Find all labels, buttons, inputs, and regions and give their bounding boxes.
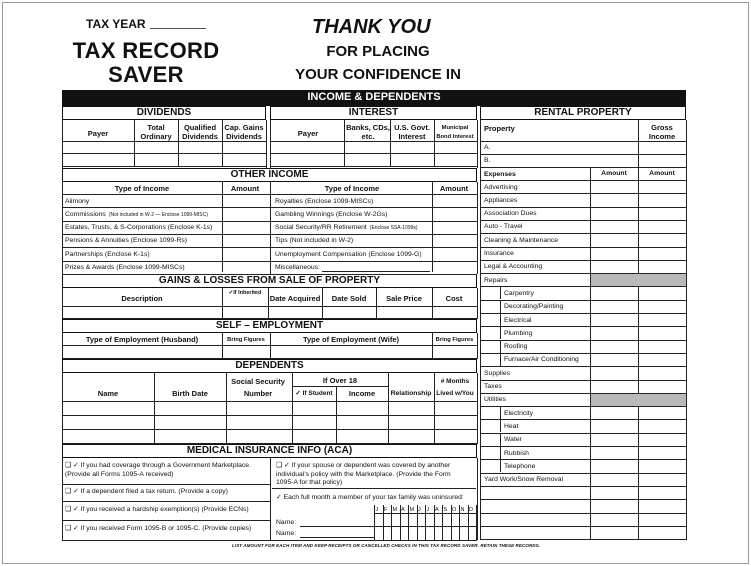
gains-title: GAINS & LOSSES FROM SALE OF PROPERTY	[62, 274, 477, 288]
other-income-label	[275, 223, 418, 233]
div-col-qualified: Qualified Dividends	[182, 123, 218, 141]
other-income-row-line	[62, 207, 477, 208]
other-income-title: OTHER INCOME	[62, 168, 477, 182]
column-rule	[222, 120, 223, 166]
expense-label: Telephone	[504, 462, 536, 470]
column-rule	[376, 288, 377, 319]
footer-note: LIST AMOUNT FOR EACH ITEM AND KEEP RECEIPTS OR CANCELLED CHECKS IN THIS TAX RECORD SAVER. RETAIN THESE RECORDS.	[232, 543, 541, 548]
column-rule	[638, 120, 639, 540]
medical-name-label-2: Name:	[276, 530, 297, 537]
column-rule	[270, 120, 271, 168]
medical-left-line: ❑ ✓ If you received Form 1095-B or 1095-C. (Provide copies)	[65, 525, 252, 532]
oi-left-amount-header: Amount	[230, 184, 260, 193]
expense-label: Cleaning & Maintenance	[484, 236, 559, 244]
rental-property-b: B.	[484, 157, 491, 164]
expense-label: Association Dues	[484, 210, 537, 218]
column-rule	[270, 458, 271, 540]
rule-line	[270, 166, 477, 167]
column-rule	[266, 120, 267, 168]
expense-label: Utilities	[484, 396, 506, 404]
other-income-row-line	[62, 234, 477, 235]
month-header: J	[426, 507, 430, 513]
int-col-payer: Payer	[297, 129, 319, 138]
rental-expenses-header: Expenses	[484, 171, 516, 178]
other-income-label	[65, 263, 185, 272]
expense-row-line	[480, 526, 686, 527]
other-income-label	[65, 210, 208, 220]
column-rule	[222, 182, 223, 272]
indent-rule	[500, 406, 501, 419]
month-header: J	[375, 507, 379, 513]
expense-label: Appliances	[484, 196, 518, 204]
gains-col-price: Sale Price	[386, 294, 422, 303]
expense-row-line	[480, 233, 686, 234]
int-col-municipal: Municipal Bond Interest	[436, 125, 474, 140]
other-income-label	[275, 236, 353, 245]
rule-line	[480, 141, 686, 142]
income-type-text: Partnerships (Enclose K-1s)	[65, 250, 150, 258]
expense-row-line	[480, 486, 686, 487]
dividends-title: DIVIDENDS	[62, 106, 266, 120]
dependents-title: DEPENDENTS	[62, 359, 477, 373]
oi-left-type-header: Type of Income	[114, 184, 170, 193]
rule-line	[270, 141, 477, 142]
column-rule	[390, 120, 391, 166]
name-line	[300, 537, 374, 538]
self-employment-title: SELF – EMPLOYMENT	[62, 319, 477, 333]
expense-row-line	[480, 366, 686, 367]
month-header: A	[401, 507, 405, 513]
indent-rule	[500, 419, 501, 432]
other-income-label	[275, 263, 320, 272]
column-rule	[62, 120, 63, 168]
dep-col-ss1: Social Security	[231, 377, 285, 386]
tax-year-label: TAX YEAR	[86, 17, 146, 31]
rule-line	[62, 194, 477, 195]
rule-line	[62, 306, 477, 307]
expense-row-line	[480, 326, 686, 327]
column-rule	[344, 120, 345, 166]
rule-line	[62, 153, 266, 154]
expense-label: Decorating/Painting	[504, 303, 564, 311]
dep-col-months2: Lived w/You	[436, 390, 474, 397]
month-grid-line	[374, 513, 476, 514]
rental-property-a: A.	[484, 144, 491, 151]
dep-col-name: Name	[97, 389, 119, 398]
column-rule	[477, 458, 478, 540]
shaded-cell	[591, 274, 686, 286]
column-rule	[292, 373, 293, 444]
column-rule	[226, 373, 227, 444]
rule-line	[62, 166, 266, 167]
month-header: A	[435, 507, 439, 513]
rule-line	[62, 141, 266, 142]
column-rule	[432, 288, 433, 319]
other-income-label	[65, 197, 89, 206]
income-type-text: Unemployment Compensation (Enclose 1099-G)	[275, 250, 422, 258]
int-col-banks: Banks, CDs, etc.	[346, 123, 390, 141]
expense-row-line	[480, 207, 686, 208]
thank-you-heading: THANK YOU	[312, 16, 431, 38]
expense-label: Repairs	[484, 276, 508, 284]
column-rule	[62, 458, 63, 540]
income-type-text: Social Security/RR Retirement	[275, 224, 367, 232]
month-header: F	[384, 507, 388, 513]
column-rule	[62, 373, 63, 444]
div-col-capgains: Cap. Gains Dividends	[224, 123, 264, 141]
rental-property-header: Property	[484, 124, 515, 133]
column-rule	[432, 182, 433, 272]
div-col-payer: Payer	[87, 129, 109, 138]
month-header: N	[460, 507, 465, 513]
rule-line	[270, 153, 477, 154]
other-income-label	[275, 210, 387, 219]
other-income-row-line	[62, 221, 477, 222]
column-rule	[477, 182, 478, 274]
rule-line	[480, 180, 686, 181]
other-income-label	[275, 250, 422, 259]
expense-label: Plumbing	[504, 329, 533, 337]
income-type-text: Gambling Winnings (Enclose W-2Gs)	[275, 210, 388, 218]
indent-rule	[500, 326, 501, 339]
oi-right-amount-header: Amount	[439, 184, 469, 193]
medical-name-label-1: Name:	[276, 519, 297, 526]
expense-row-line	[480, 539, 686, 540]
oi-right-type-header: Type of Income	[324, 184, 380, 193]
income-type-text: Tips (Not included in W-2)	[275, 237, 354, 245]
expense-row-line	[480, 286, 686, 287]
expense-row-line	[480, 260, 686, 261]
month-grid-line	[374, 526, 476, 527]
misc-blank-line	[322, 271, 430, 272]
div-col-total: Total Ordinary	[140, 123, 172, 141]
rule-line	[480, 154, 686, 155]
expense-row-line	[480, 433, 686, 434]
income-type-text: Prizes & Awards (Enclose 1099-MISCs)	[65, 264, 185, 271]
other-income-label	[65, 236, 187, 245]
rule-line	[62, 540, 477, 541]
income-type-note: (Enclose SSA-1099s)	[369, 225, 418, 232]
column-rule	[477, 373, 478, 444]
column-rule	[434, 120, 435, 166]
column-rule	[686, 120, 687, 540]
expense-label: Auto - Travel	[484, 223, 523, 231]
month-header: O	[452, 507, 457, 513]
column-rule	[62, 333, 63, 359]
rule-line	[480, 167, 686, 168]
rule-line	[62, 501, 270, 502]
indent-rule	[500, 446, 501, 459]
column-rule	[480, 120, 481, 540]
medical-title: MEDICAL INSURANCE INFO (ACA)	[62, 444, 477, 458]
medical-left-line: (Provide all Forms 1095-A received)	[65, 470, 174, 478]
other-income-row-line	[62, 274, 477, 275]
expense-row-line	[480, 513, 686, 514]
column-rule	[178, 120, 179, 166]
medical-right-line1: ❑ ✓ If your spouse or dependent was covered by another	[276, 462, 451, 469]
column-rule	[477, 120, 478, 168]
indent-rule	[500, 286, 501, 299]
expense-row-line	[480, 499, 686, 500]
indent-rule	[500, 300, 501, 313]
interest-title: INTEREST	[270, 106, 477, 120]
other-income-row-line	[62, 261, 477, 262]
se-col-husband: Type of Employment (Husband)	[85, 335, 199, 344]
gains-col-description: Description	[121, 294, 163, 303]
rule-line	[62, 443, 477, 444]
indent-rule	[500, 340, 501, 353]
tax-year-line	[150, 28, 206, 29]
column-rule	[270, 333, 271, 359]
expense-row-line	[480, 459, 686, 460]
se-col-figures2: Bring Figures	[435, 337, 474, 343]
rental-title: RENTAL PROPERTY	[480, 106, 686, 120]
int-col-usgovt: U.S. Govt. Interest	[394, 123, 430, 141]
rule-line	[62, 520, 270, 521]
column-rule	[222, 333, 223, 359]
income-type-text: Alimony	[65, 197, 90, 205]
rule-line	[62, 429, 477, 430]
other-income-label	[275, 197, 373, 206]
rental-amount-header-1: Amount	[601, 170, 627, 177]
expense-row-line	[480, 300, 686, 301]
expense-label: Insurance	[484, 250, 514, 257]
expense-label: Taxes	[484, 383, 502, 390]
expense-label: Water	[504, 436, 522, 444]
dep-col-months1: # Months	[440, 378, 470, 385]
expense-label: Legal & Accounting	[484, 263, 543, 271]
column-rule	[434, 373, 435, 444]
placing-line1: FOR PLACING	[326, 43, 430, 60]
expense-row-line	[480, 419, 686, 420]
column-rule	[222, 288, 223, 319]
rental-gross-income-header: Gross Income	[648, 123, 676, 141]
rule-line	[62, 484, 270, 485]
gains-col-acquired: Date Acquired	[269, 294, 321, 303]
expense-row-line	[480, 473, 686, 474]
expense-label: Furnace/Air Conditioning	[504, 356, 579, 364]
expense-row-line	[480, 353, 686, 354]
expense-row-line	[480, 406, 686, 407]
expense-row-line	[480, 340, 686, 341]
column-rule	[477, 333, 478, 359]
title-line2: SAVER	[108, 62, 184, 87]
gains-col-cost: Cost	[445, 294, 463, 303]
column-rule	[268, 288, 269, 319]
expense-row-line	[480, 247, 686, 248]
dep-col-over18: If Over 18	[322, 376, 358, 385]
rule-line	[62, 358, 477, 359]
rule-line	[62, 318, 477, 319]
medical-left-line: ❑ ✓ If you had coverage through a Government Marketplace.	[65, 462, 251, 469]
column-rule	[388, 373, 389, 444]
income-type-note: (Not included in W-2 — Enclose 1099-MISC)	[108, 211, 208, 218]
expense-label: Supplies	[484, 369, 511, 377]
column-rule	[322, 288, 323, 319]
expense-row-line	[480, 446, 686, 447]
month-header: D	[469, 507, 473, 513]
rule-line	[272, 488, 476, 489]
title-line1: TAX RECORD	[72, 38, 220, 63]
expense-label: Electricity	[504, 409, 534, 417]
medical-left-line: ❑ ✓ If a dependent filed a tax return. (Provide a copy)	[65, 488, 228, 495]
income-type-text: Miscellaneous:	[275, 264, 320, 271]
column-rule	[154, 373, 155, 444]
medical-month-text: ✓ Each full month a member of your tax family was uninsured:	[276, 494, 464, 501]
rule-line	[62, 415, 477, 416]
rule-line	[62, 345, 477, 346]
expense-label: Electrical	[504, 316, 532, 324]
expense-label: Carpentry	[504, 289, 534, 297]
income-dependents-bar: INCOME & DEPENDENTS	[62, 90, 686, 106]
column-rule	[477, 288, 478, 319]
se-col-wife: Type of Employment (Wife)	[302, 335, 400, 344]
medical-right-line3: 1095-A for that policy)	[276, 479, 343, 486]
expense-row-line	[480, 313, 686, 314]
other-income-label	[65, 250, 150, 259]
shaded-cell	[591, 394, 686, 406]
income-type-text: Commissions	[65, 210, 106, 218]
column-rule	[134, 120, 135, 166]
month-header: J	[418, 507, 421, 513]
income-type-text: Estates, Trusts, & S-Corporations (Enclose K-1s)	[65, 224, 213, 232]
expense-label: Rubbish	[504, 449, 529, 457]
dep-col-ss2: Number	[243, 389, 273, 398]
expense-label: Heat	[504, 422, 519, 430]
name-line	[300, 526, 374, 527]
indent-rule	[500, 433, 501, 446]
indent-rule	[500, 313, 501, 326]
gains-col-inherited: ✓If Inherited	[228, 290, 262, 296]
income-type-text: Pensions & Annuities (Enclose 1099-Rs)	[65, 237, 188, 245]
dep-col-income: Income	[348, 389, 376, 398]
rental-amount-header-2: Amount	[649, 170, 675, 177]
month-grid-line	[476, 505, 477, 540]
medical-right-line2: individual's policy with the Marketplace. (Provide the Form	[276, 470, 451, 478]
column-rule	[62, 288, 63, 319]
dep-col-student: ✓ If Student	[295, 390, 333, 397]
other-income-label	[65, 223, 212, 232]
expense-label: Roofing	[504, 343, 528, 351]
placing-line2: YOUR CONFIDENCE IN	[295, 66, 461, 83]
se-col-figures1: Bring Figures	[227, 337, 265, 343]
medical-left-line: ❑ ✓ If you received a hardship exemption(s) (Provide ECNs)	[65, 506, 249, 513]
expense-row-line	[480, 380, 686, 381]
dep-col-relationship: Relationship	[390, 390, 432, 397]
expense-label: Yard Work/Snow Removal	[484, 476, 564, 484]
month-header: M	[409, 507, 415, 513]
expense-row-line	[480, 220, 686, 221]
income-type-text: Royalties (Enclose 1099-MISCs)	[275, 197, 374, 205]
other-income-row-line	[62, 247, 477, 248]
month-header: M	[392, 507, 398, 513]
rule-line	[62, 401, 477, 402]
dep-col-birth: Birth Date	[172, 389, 208, 398]
expense-label: Advertising	[484, 183, 518, 191]
indent-rule	[500, 353, 501, 366]
column-rule	[432, 333, 433, 359]
month-header: S	[443, 507, 448, 513]
rule-line	[292, 386, 388, 387]
expense-row-line	[480, 193, 686, 194]
gains-col-sold: Date Sold	[331, 294, 367, 303]
indent-rule	[500, 459, 501, 472]
